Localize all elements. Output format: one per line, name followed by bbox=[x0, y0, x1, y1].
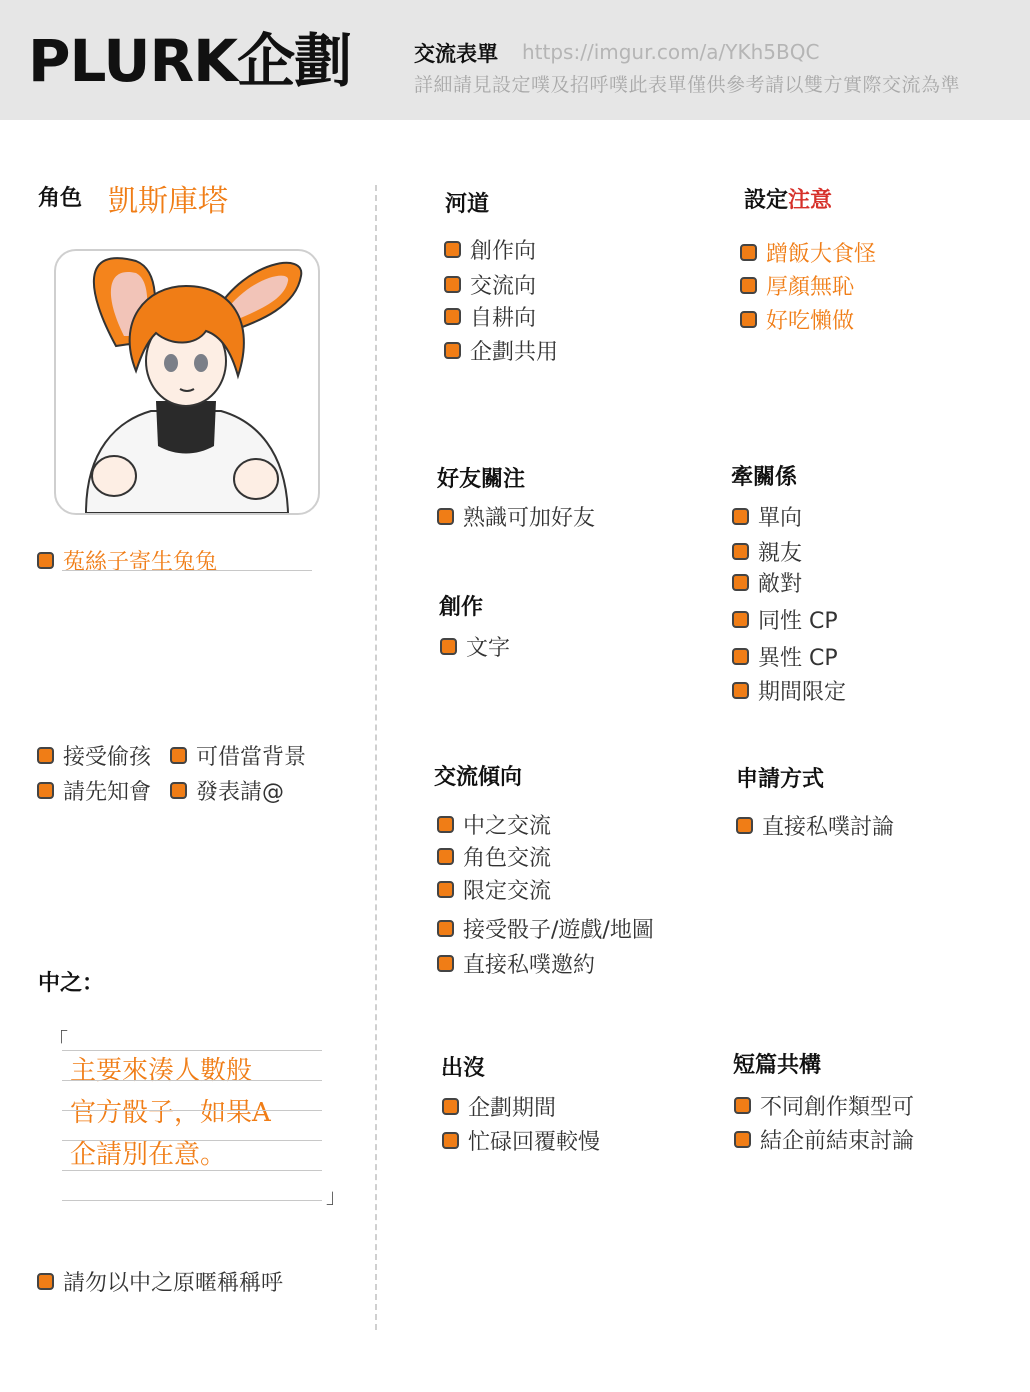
list-item bbox=[740, 270, 854, 301]
option-item bbox=[37, 740, 151, 771]
item-label: 敵對 bbox=[758, 572, 803, 597]
list-item bbox=[444, 335, 558, 366]
player-line: 官方骰子，如果A bbox=[70, 1098, 271, 1128]
item-label: 文字 bbox=[466, 636, 511, 661]
item-label: 接受骰子/遊戲/地圖 bbox=[463, 918, 654, 943]
orange-checkbox-icon bbox=[444, 241, 461, 258]
list-item bbox=[732, 536, 802, 567]
list-item bbox=[444, 234, 536, 265]
option-label: 發表請@ bbox=[196, 780, 285, 805]
section-title-relations: 牽關係 bbox=[731, 465, 798, 490]
item-label: 交流向 bbox=[470, 274, 537, 299]
list-item bbox=[437, 913, 654, 944]
orange-checkbox-icon bbox=[437, 508, 454, 525]
section-title-apply: 申請方式 bbox=[736, 767, 825, 792]
player-note-item bbox=[37, 1266, 283, 1297]
option-label: 請先知會 bbox=[63, 780, 152, 805]
section-title-river: 河道 bbox=[445, 192, 490, 217]
item-label: 限定交流 bbox=[463, 879, 552, 904]
form-url-link[interactable]: https://imgur.com/a/YKh5BQC bbox=[522, 40, 820, 64]
option-item bbox=[37, 775, 151, 806]
item-label: 不同創作類型可 bbox=[760, 1095, 915, 1120]
orange-checkbox-icon bbox=[170, 782, 187, 799]
orange-checkbox-icon bbox=[734, 1097, 751, 1114]
item-label: 好吃懶做 bbox=[766, 309, 855, 334]
list-item bbox=[732, 675, 846, 706]
item-label: 蹭飯大食怪 bbox=[766, 242, 877, 267]
item-label: 厚顏無恥 bbox=[766, 275, 855, 300]
orange-checkbox-icon bbox=[444, 308, 461, 325]
orange-checkbox-icon bbox=[740, 277, 757, 294]
orange-checkbox-icon bbox=[437, 920, 454, 937]
list-item bbox=[437, 501, 595, 532]
orange-checkbox-icon bbox=[740, 311, 757, 328]
list-item bbox=[734, 1090, 914, 1121]
player-label: 中之： bbox=[38, 971, 105, 996]
list-item bbox=[444, 301, 536, 332]
column-divider bbox=[375, 185, 377, 1330]
option-item bbox=[170, 740, 306, 771]
orange-checkbox-icon bbox=[732, 682, 749, 699]
section-title-creation: 創作 bbox=[439, 595, 484, 620]
form-note: 詳細請見設定噗及招呼噗此表單僅供參考請以雙方實際交流為準 bbox=[414, 74, 961, 96]
list-item bbox=[437, 809, 551, 840]
player-line: 企請別在意。 bbox=[70, 1140, 227, 1170]
orange-checkbox-icon bbox=[736, 817, 753, 834]
orange-checkbox-icon bbox=[732, 543, 749, 560]
orange-checkbox-icon bbox=[734, 1131, 751, 1148]
item-label: 結企前結束討論 bbox=[760, 1129, 915, 1154]
orange-checkbox-icon bbox=[37, 782, 54, 799]
underline bbox=[62, 1110, 322, 1111]
item-label: 自耕向 bbox=[470, 306, 537, 331]
form-title: 交流表單 bbox=[414, 42, 498, 66]
list-item bbox=[437, 841, 551, 872]
underline bbox=[62, 1080, 322, 1081]
list-item bbox=[736, 810, 894, 841]
item-label: 企劃共用 bbox=[470, 340, 559, 365]
underline bbox=[62, 1200, 322, 1201]
character-portrait bbox=[54, 249, 320, 515]
item-label: 中之交流 bbox=[463, 814, 552, 839]
list-item bbox=[732, 641, 838, 672]
underline bbox=[62, 1170, 322, 1171]
item-label: 忙碌回覆較慢 bbox=[468, 1130, 601, 1155]
option-item bbox=[170, 775, 284, 806]
character-name: 凱斯庫塔 bbox=[108, 184, 228, 219]
orange-checkbox-icon bbox=[444, 276, 461, 293]
item-label: 角色交流 bbox=[463, 846, 552, 871]
list-item bbox=[740, 304, 854, 335]
orange-checkbox-icon bbox=[740, 244, 757, 261]
orange-checkbox-icon bbox=[442, 1132, 459, 1149]
list-item bbox=[442, 1125, 600, 1156]
item-label: 期間限定 bbox=[758, 680, 847, 705]
list-item bbox=[734, 1124, 914, 1155]
orange-checkbox-icon bbox=[732, 508, 749, 525]
orange-checkbox-icon bbox=[732, 648, 749, 665]
orange-checkbox-icon bbox=[170, 747, 187, 764]
item-label: 熟識可加好友 bbox=[463, 506, 596, 531]
list-item bbox=[437, 874, 551, 905]
character-label: 角色 bbox=[38, 186, 83, 211]
orange-checkbox-icon bbox=[437, 848, 454, 865]
list-item bbox=[444, 269, 536, 300]
list-item bbox=[732, 501, 802, 532]
orange-checkbox-icon bbox=[37, 1273, 54, 1290]
option-label: 可借當背景 bbox=[196, 745, 307, 770]
item-label: 親友 bbox=[758, 541, 803, 566]
orange-checkbox-icon bbox=[440, 638, 457, 655]
item-label: 直接私噗討論 bbox=[762, 815, 895, 840]
section-title-exchange: 交流傾向 bbox=[434, 765, 523, 790]
player-line: 主要來湊人數般 bbox=[70, 1056, 253, 1086]
title-warn: 注意 bbox=[788, 188, 833, 213]
list-item bbox=[732, 604, 838, 635]
orange-checkbox-icon bbox=[37, 552, 54, 569]
species-item bbox=[37, 545, 217, 576]
orange-checkbox-icon bbox=[437, 955, 454, 972]
close-quote: 」 bbox=[326, 1184, 346, 1208]
open-quote: 「 bbox=[48, 1028, 68, 1052]
species-text: 菟絲子寄生兔兔 bbox=[63, 550, 218, 575]
orange-checkbox-icon bbox=[437, 881, 454, 898]
orange-checkbox-icon bbox=[437, 816, 454, 833]
orange-checkbox-icon bbox=[732, 574, 749, 591]
orange-checkbox-icon bbox=[442, 1098, 459, 1115]
section-title-short: 短篇共構 bbox=[733, 1053, 822, 1078]
item-label: 直接私噗邀約 bbox=[463, 953, 596, 978]
list-item bbox=[732, 567, 802, 598]
section-title-presence: 出沒 bbox=[441, 1056, 486, 1081]
orange-checkbox-icon bbox=[37, 747, 54, 764]
list-item bbox=[740, 237, 876, 268]
list-item bbox=[437, 948, 595, 979]
item-label: 同性 CP bbox=[758, 609, 838, 634]
orange-checkbox-icon bbox=[732, 611, 749, 628]
underline bbox=[62, 570, 312, 571]
orange-checkbox-icon bbox=[444, 342, 461, 359]
player-note: 請勿以中之原暱稱稱呼 bbox=[63, 1271, 284, 1296]
section-title-settings bbox=[744, 183, 832, 214]
plurk-logo: PLURK企劃 bbox=[28, 27, 352, 95]
item-label: 企劃期間 bbox=[468, 1096, 557, 1121]
item-label: 單向 bbox=[758, 506, 803, 531]
list-item bbox=[442, 1091, 556, 1122]
list-item bbox=[440, 631, 510, 662]
item-label: 創作向 bbox=[470, 239, 537, 264]
title-part: 設定 bbox=[744, 188, 789, 213]
header-bar bbox=[0, 0, 1030, 120]
option-label: 接受偷孩 bbox=[63, 745, 152, 770]
bunny-boy-illustration bbox=[56, 251, 318, 513]
section-title-friends: 好友關注 bbox=[437, 467, 526, 492]
item-label: 異性 CP bbox=[758, 646, 838, 671]
